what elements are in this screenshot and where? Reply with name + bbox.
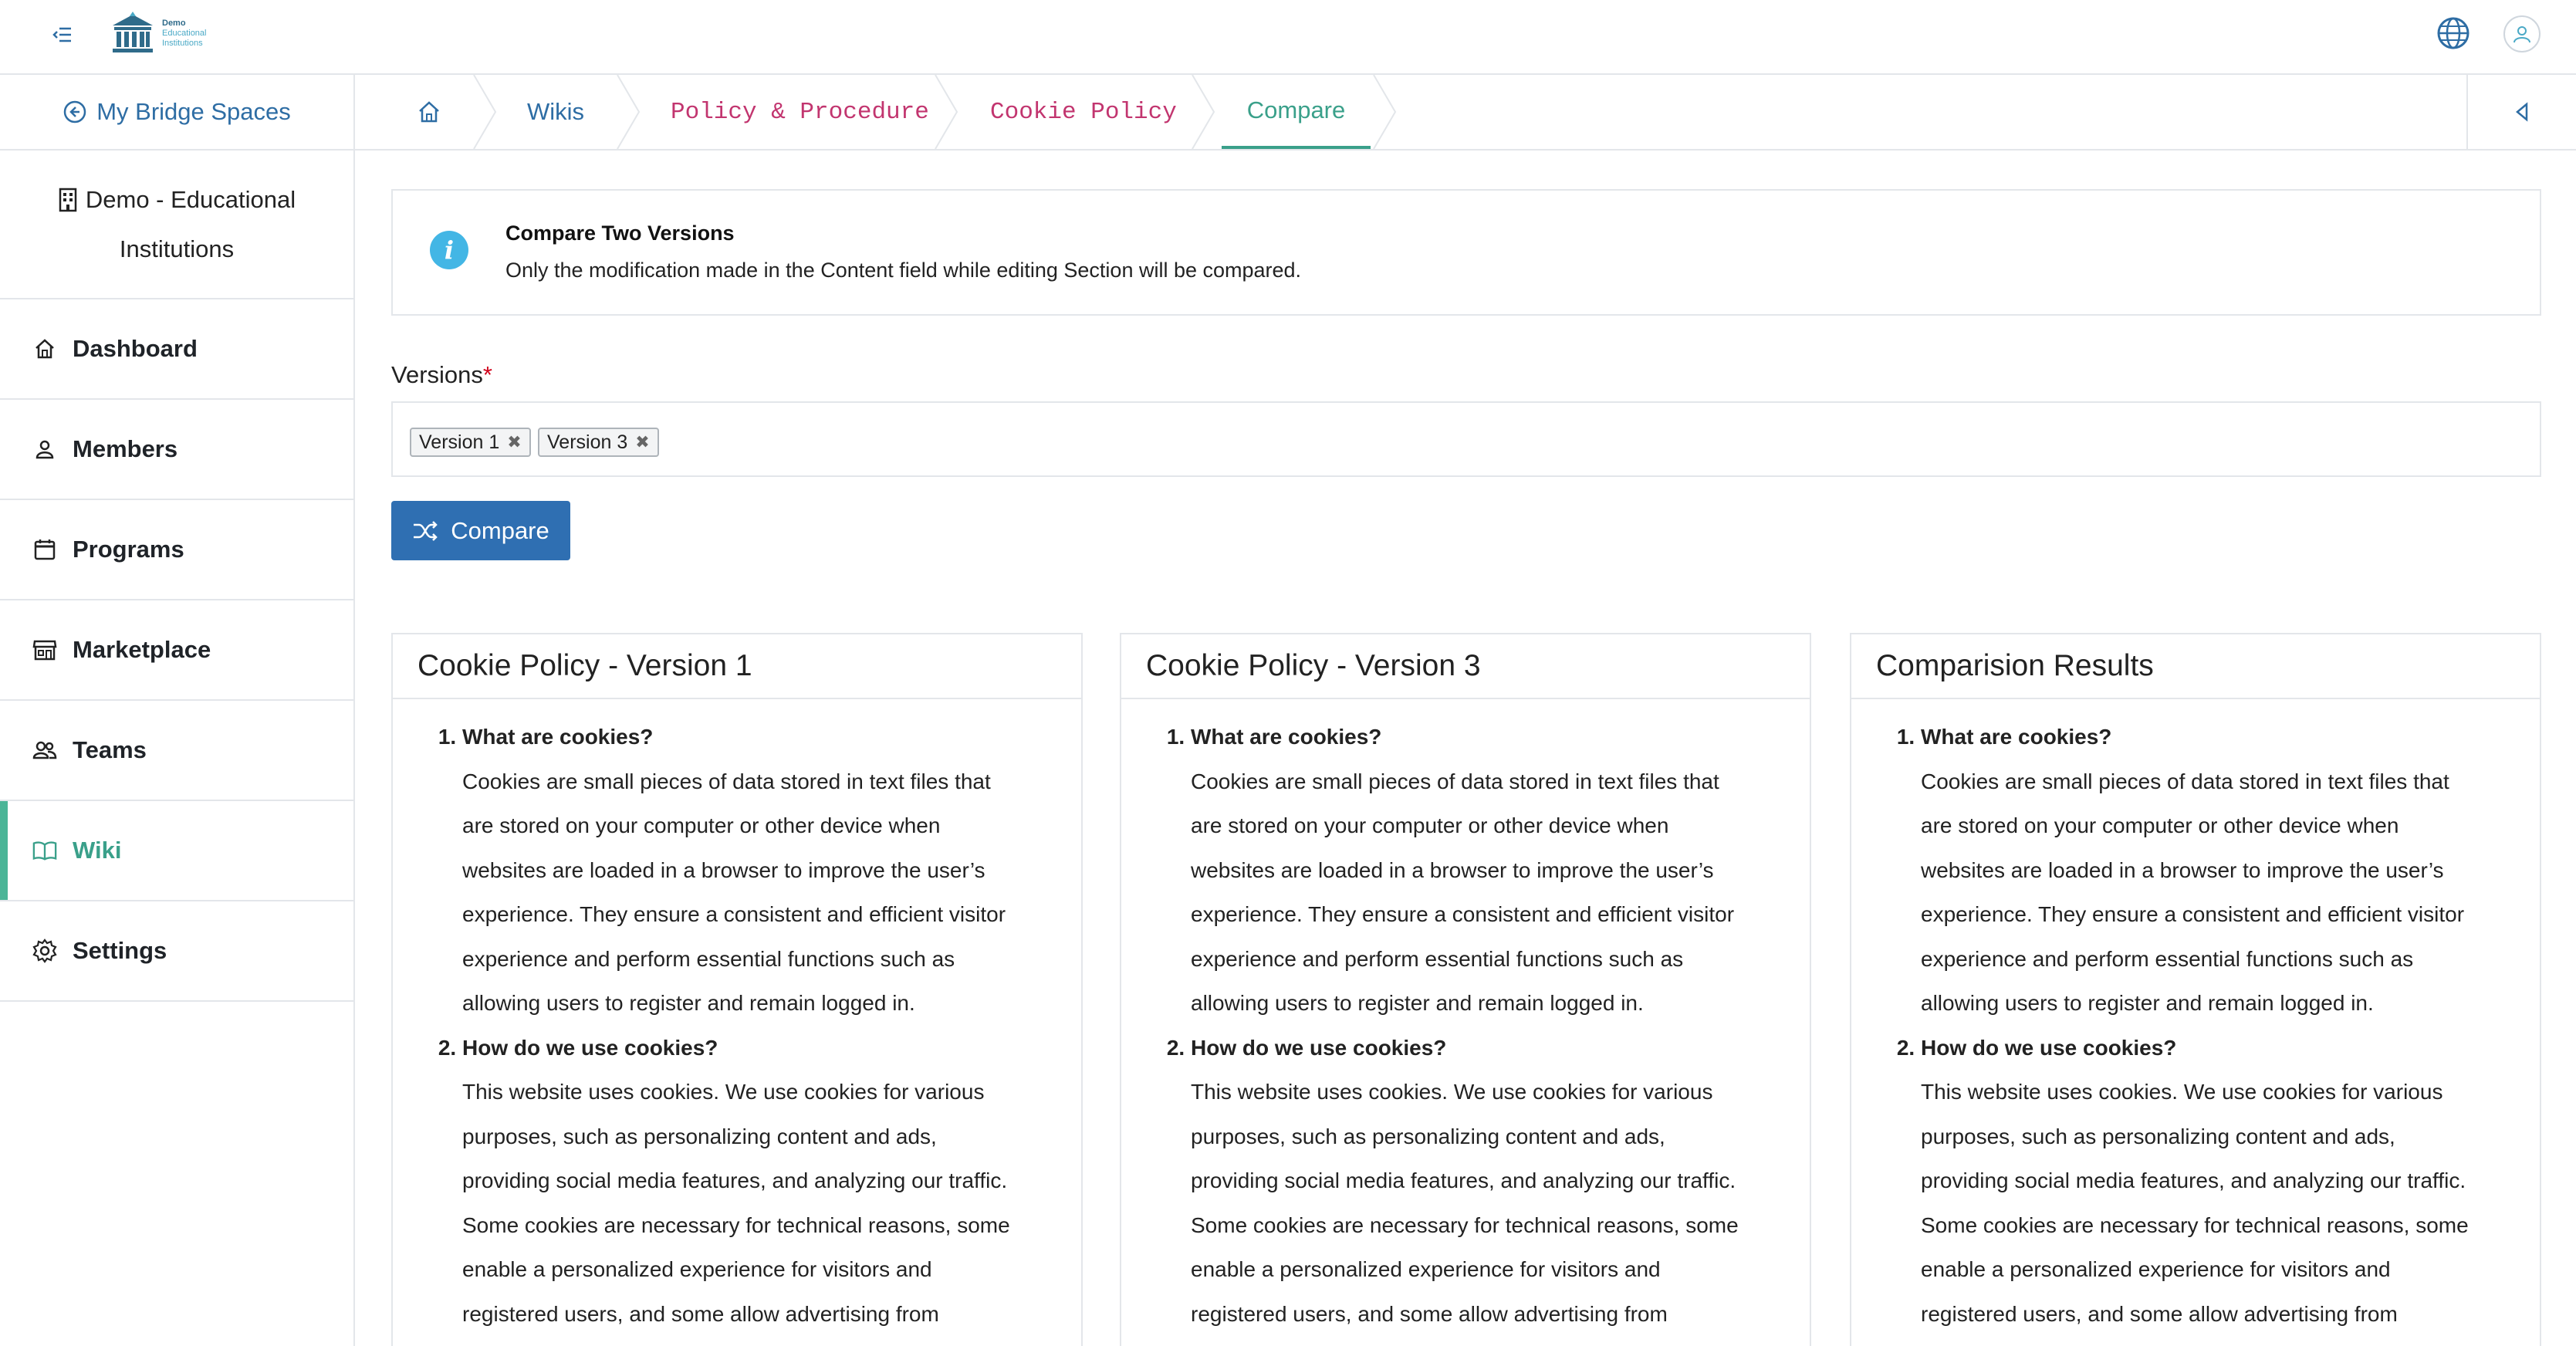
version-tag[interactable] [410,428,531,457]
gear-icon [32,938,57,963]
breadcrumb-compare[interactable]: Compare [1222,75,1371,149]
space-name [0,150,353,299]
sidebar-item-label: Marketplace [73,636,211,663]
home-icon [417,100,441,123]
user-avatar[interactable] [2503,15,2541,52]
versions-label: Versions* [391,361,492,388]
versions-multiselect[interactable] [391,401,2541,477]
calendar-icon [32,537,57,562]
sidebar-item-settings[interactable] [0,901,353,1002]
remove-tag-icon[interactable]: ✖ [635,432,650,451]
logo-text: Demo Educational Institutions [162,18,207,48]
panel-title: Cookie Policy - Version 3 [1121,634,1810,699]
remove-tag-icon[interactable]: ✖ [507,432,522,451]
caret-left-icon [2514,102,2530,122]
breadcrumb-home[interactable] [417,75,441,149]
list-item: 2. How do we use cookies? This website uses cookies. We use cookies for various purposes, such as personalizing content and ads, providing social media features, and analyzing our traffic. Some cookies are necessary for technical reasons, some enable a personalized experience for visitors and registered users, and some allow advertising from [1191,1026,1787,1337]
sidebar-item-members[interactable] [0,400,353,500]
comparison-results-panel [1850,633,2541,1346]
version-tag-label: Version 3 [547,431,628,453]
globe-icon[interactable] [2436,15,2471,51]
sidebar-item-label: Wiki [73,837,122,864]
back-circle-icon [63,100,87,124]
sidebar-item-label: Dashboard [73,335,198,362]
required-mark: * [482,361,492,388]
info-callout [391,189,2541,316]
store-icon [32,637,57,662]
home-icon [32,336,57,361]
menu-collapse-icon[interactable] [48,20,77,49]
sidebar-item-wiki[interactable] [0,801,353,901]
sidebar-item-dashboard[interactable] [0,299,353,400]
list-item: 1. What are cookies? Cookies are small pieces of data stored in text files that are stored on your computer or other device when websites are loaded in a browser to improve the user’s experience. They ensure a consistent and efficient visitor experience and perform essential functions such as allowing users to register and remain logged in. [1921,715,2517,1026]
list-item: 2. How do we use cookies? This website uses cookies. We use cookies for various purposes, such as personalizing content and ads, providing social media features, and analyzing our traffic. Some cookies are necessary for technical reasons, some enable a personalized experience for visitors and registered users, and some allow advertising from [462,1026,1058,1337]
breadcrumb-cookie-policy[interactable]: Cookie Policy [990,98,1177,126]
space-name-line1: Demo - Educational [85,185,296,213]
collapse-panel-button[interactable] [2466,75,2576,149]
info-icon: i [430,231,468,269]
list-item: 2. How do we use cookies? This website uses cookies. We use cookies for various purposes, such as personalizing content and ads, providing social media features, and analyzing our traffic. Some cookies are necessary for technical reasons, some enable a personalized experience for visitors and registered users, and some allow advertising from [1921,1026,2517,1337]
sidebar-item-marketplace[interactable] [0,600,353,701]
breadcrumb-separator [1372,75,1398,149]
breadcrumb-separator [1191,75,1217,149]
people-icon [32,738,57,763]
building-icon [58,188,78,212]
breadcrumb [355,75,2576,150]
panel-title: Comparision Results [1851,634,2540,699]
space-name-line2: Institutions [119,235,235,262]
breadcrumb-policy-procedure[interactable]: Policy & Procedure [671,98,929,126]
sidebar-item-programs[interactable] [0,500,353,600]
compare-button-label: Compare [451,516,549,544]
institution-logo-icon [110,10,156,56]
list-item: 1. What are cookies? Cookies are small pieces of data stored in text files that are stored on your computer or other device when websites are loaded in a browser to improve the user’s experience. They ensure a consistent and efficient visitor experience and perform essential functions such as allowing users to register and remain logged in. [462,715,1058,1026]
version-tag[interactable] [538,428,659,457]
logo[interactable] [110,8,207,59]
version-1-panel [391,633,1083,1346]
compare-button[interactable] [391,501,570,560]
person-icon [32,437,57,462]
version-3-panel [1120,633,1811,1346]
breadcrumb-wikis[interactable]: Wikis [527,98,585,125]
info-title: Compare Two Versions [505,222,735,245]
shuffle-icon [412,519,438,543]
back-to-spaces-link[interactable] [0,75,353,150]
book-icon [32,838,57,863]
sidebar-item-label: Members [73,435,178,462]
list-item: 1. What are cookies? Cookies are small pieces of data stored in text files that are stored on your computer or other device when websites are loaded in a browser to improve the user’s experience. They ensure a consistent and efficient visitor experience and perform essential functions such as allowing users to register and remain logged in. [1191,715,1787,1026]
sidebar-item-teams[interactable] [0,701,353,801]
breadcrumb-separator [934,75,960,149]
sidebar [0,75,355,1346]
sidebar-item-label: Teams [73,736,147,763]
sidebar-item-label: Settings [73,937,167,964]
info-description: Only the modification made in the Content field while editing Section will be compared. [505,259,1302,282]
version-tag-label: Version 1 [419,431,500,453]
panel-title: Cookie Policy - Version 1 [393,634,1081,699]
user-icon [2512,24,2532,44]
breadcrumb-separator [616,75,642,149]
top-bar [0,0,2576,75]
sidebar-item-label: Programs [73,536,184,563]
back-link-label: My Bridge Spaces [96,98,291,125]
breadcrumb-separator [472,75,499,149]
